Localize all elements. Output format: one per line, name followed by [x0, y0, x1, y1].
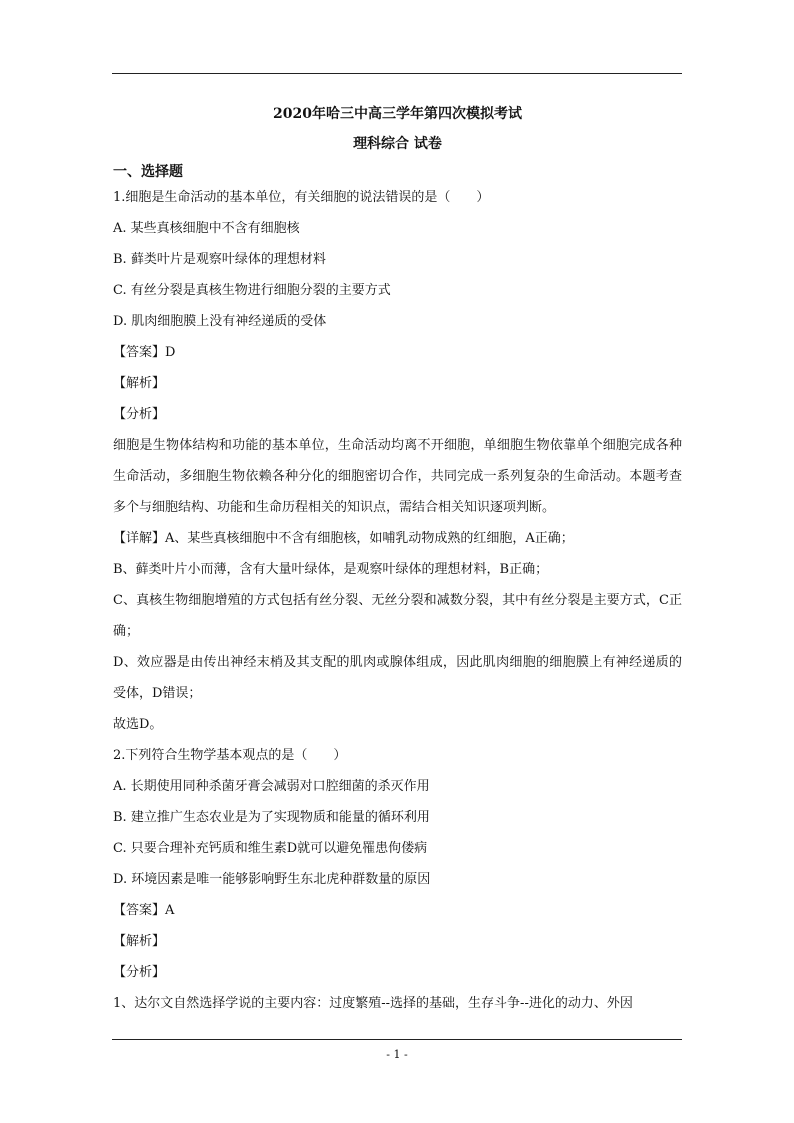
document-body: [113, 98, 682, 1019]
question-1-conclusion: 故选D。: [113, 717, 163, 732]
question-1-option-c: C. 有丝分裂是真核生物进行细胞分裂的主要方式: [113, 283, 391, 298]
question-1-fenxi-label: 【分析】: [113, 407, 166, 422]
question-2-option-d: D. 环境因素是唯一能够影响野生东北虎种群数量的原因: [113, 872, 431, 887]
question-1-detail-c: C、真核生物细胞增殖的方式包括有丝分裂、无丝分裂和减数分裂，其中有丝分裂是主要方式，C正确；: [113, 593, 682, 639]
section-title: 一、选择题: [113, 164, 183, 180]
question-1-option-b: B. 藓类叶片是观察叶绿体的理想材料: [113, 252, 326, 267]
question-2-option-a: A. 长期使用同种杀菌牙膏会减弱对口腔细菌的杀灭作用: [113, 779, 430, 794]
header-rule: [112, 73, 682, 74]
question-1-analysis-label: 【解析】: [113, 376, 166, 391]
question-1-fenxi: 细胞是生物体结构和功能的基本单位，生命活动均离不开细胞，单细胞生物依靠单个细胞完成各种生命活动，多细胞生物依赖各种分化的细胞密切合作，共同完成一系列复杂的生命活动。本题考查多个与细胞结构、功能和生命历程相关的知识点，需结合相关知识逐项判断。: [113, 438, 682, 515]
footer-rule: [112, 1039, 682, 1040]
question-1-answer: 【答案】D: [113, 345, 176, 360]
question-2-fenxi-1: 1、达尔文自然选择学说的主要内容：过度繁殖--选择的基础，生存斗争--进化的动力、外因: [113, 996, 633, 1011]
exam-subtitle: 理科综合 试卷: [353, 136, 442, 152]
exam-title: 2020年哈三中高三学年第四次模拟考试: [273, 106, 522, 122]
question-2-stem: 2.下列符合生物学基本观点的是（ ）: [113, 748, 347, 763]
question-2-answer: 【答案】A: [113, 903, 175, 918]
question-1-stem: 1.细胞是生命活动的基本单位，有关细胞的说法错误的是（ ）: [113, 190, 490, 205]
question-2-option-c: C. 只要合理补充钙质和维生素D就可以避免罹患佝偻病: [113, 841, 428, 856]
page-number: - 1 -: [386, 1048, 408, 1061]
question-2-option-b: B. 建立推广生态农业是为了实现物质和能量的循环利用: [113, 810, 430, 825]
question-2-fenxi-label: 【分析】: [113, 965, 166, 980]
question-1-detail-a: 【详解】A、某些真核细胞中不含有细胞核，如哺乳动物成熟的红细胞，A正确；: [113, 531, 574, 546]
question-1-detail-b: B、藓类叶片小而薄，含有大量叶绿体，是观察叶绿体的理想材料，B正确；: [113, 562, 549, 577]
question-2-analysis-label: 【解析】: [113, 934, 166, 949]
question-1-option-d: D. 肌肉细胞膜上没有神经递质的受体: [113, 314, 327, 329]
question-1-detail-d: D、效应器是由传出神经末梢及其支配的肌肉或腺体组成，因此肌肉细胞的细胞膜上有神经递质的受体，D错误；: [113, 655, 682, 701]
question-1-option-a: A. 某些真核细胞中不含有细胞核: [113, 221, 300, 236]
